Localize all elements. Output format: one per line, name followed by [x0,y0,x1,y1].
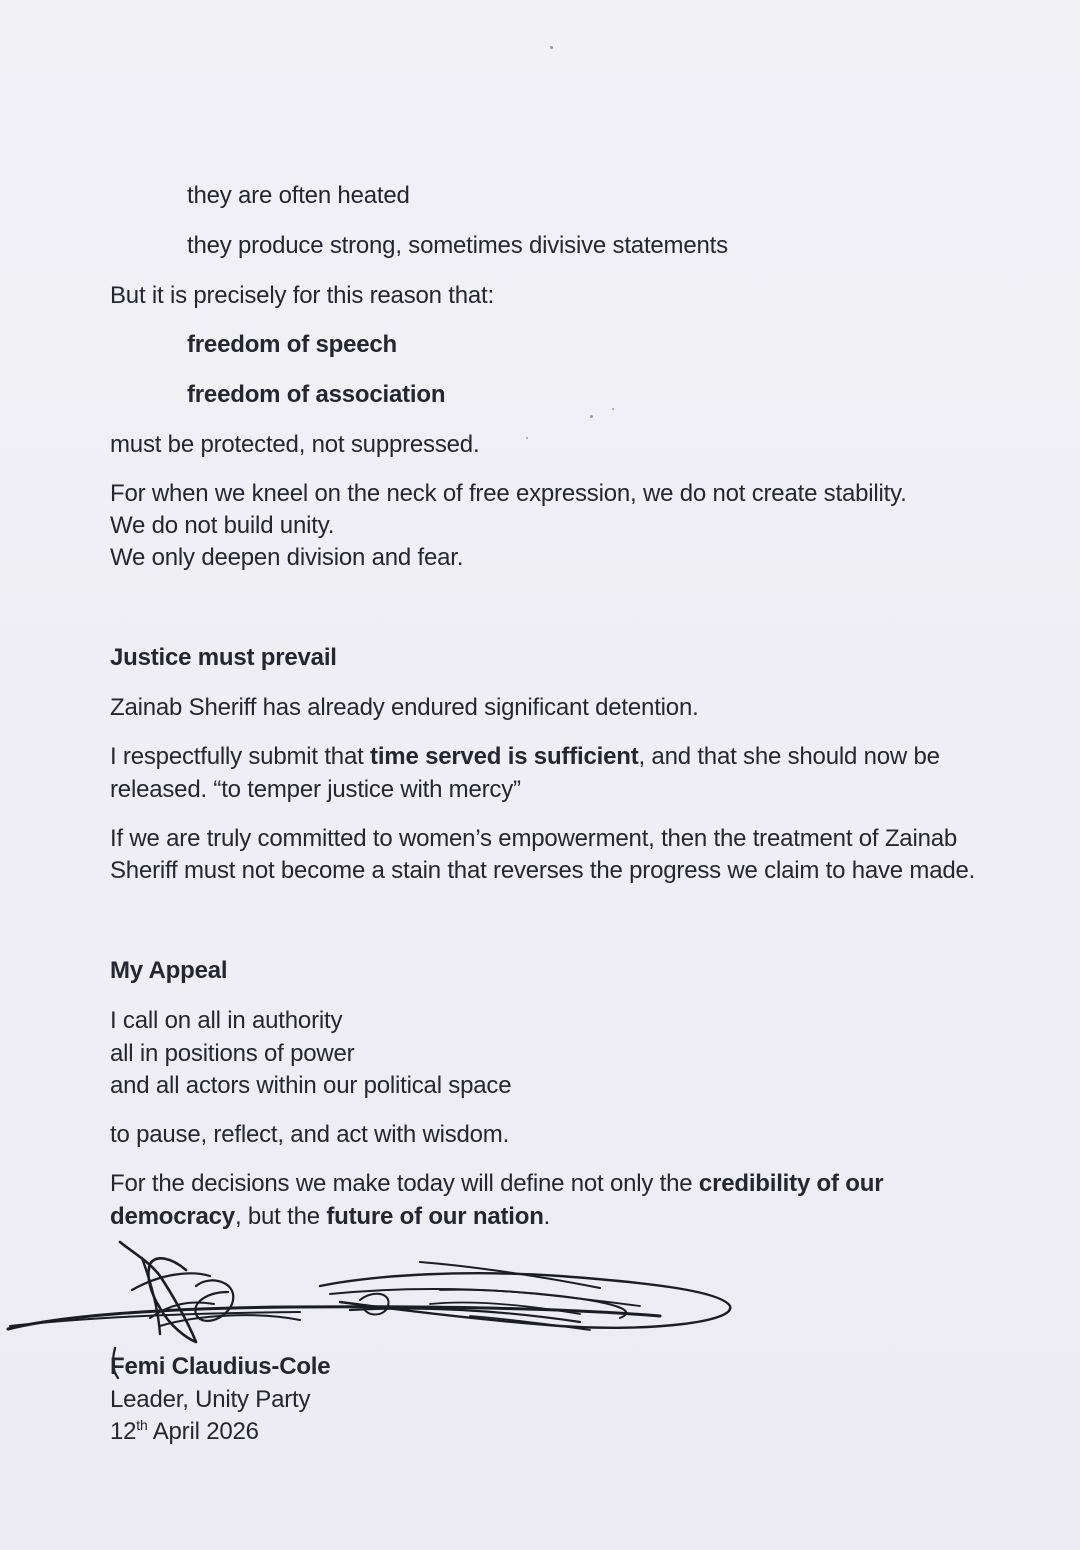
paragraph-line: For when we kneel on the neck of free expression, we do not create stability. [110,480,907,507]
list-item: they produce strong, sometimes divisive statements [187,232,728,259]
emphasis-text: future of our nation [326,1203,544,1230]
signatory-title: Leader, Unity Party [110,1386,311,1413]
paragraph-line: If we are truly committed to women’s empowerment, then the treatment of Zainab [110,825,958,852]
paragraph: must be protected, not suppressed. [110,431,480,458]
paragraph-line: I call on all in authority [110,1007,343,1034]
paragraph-line [110,1167,883,1200]
section-heading-justice: Justice must prevail [110,644,337,671]
text-run: , but the [234,1203,327,1230]
freedom-item: freedom of speech [187,331,397,358]
emphasis-text: time served is sufficient [370,743,639,770]
paragraph: to pause, reflect, and act with wisdom. [110,1121,510,1148]
paragraph-line: Sheriff must not become a stain that reverses the progress we claim to have made. [110,857,976,884]
paragraph-line: We only deepen division and fear. [110,544,464,571]
emphasis-text: credibility of our [698,1170,884,1197]
date-day: 12 [110,1418,137,1445]
emphasis-text: democracy [110,1203,235,1230]
freedom-item: freedom of association [187,381,446,408]
scan-speck [550,46,553,49]
text-run: For the decisions we make today will define not only the [110,1170,699,1197]
paragraph-line [110,740,940,773]
text-run: , and that she should now be [638,743,940,770]
paragraph-line: We do not build unity. [110,512,335,539]
paragraph-line: all in positions of power [110,1040,355,1067]
paragraph-line: and all actors within our political space [110,1072,512,1099]
letter-date [110,1415,259,1448]
paragraph: But it is precisely for this reason that: [110,282,494,309]
scan-speck [526,437,528,439]
scan-speck [612,408,614,410]
date-rest: April 2026 [147,1418,259,1445]
paragraph-line [110,1200,550,1233]
paragraph-line: released. “to temper justice with mercy” [110,776,521,803]
text-run: . [543,1203,551,1230]
scan-speck [590,415,593,418]
paragraph: Zainab Sheriff has already endured significant detention. [110,694,699,721]
text-run: I respectfully submit that [110,743,371,770]
list-item: they are often heated [187,182,410,209]
signatory-name: Femi Claudius-Cole [110,1353,331,1380]
date-suffix: th [136,1417,148,1433]
section-heading-appeal: My Appeal [110,957,228,984]
